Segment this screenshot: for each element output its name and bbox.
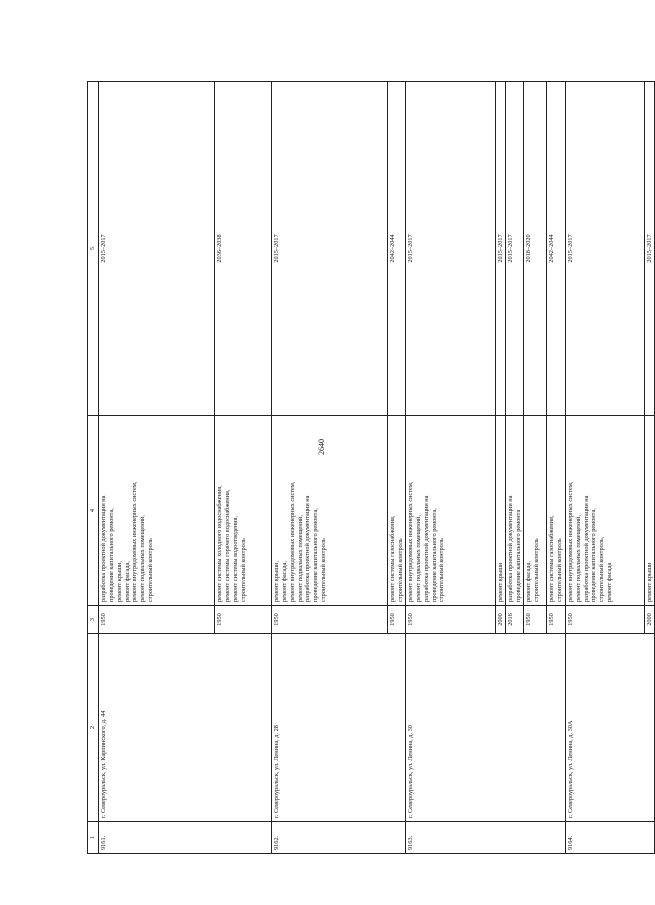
work-item: ремонт крыши, <box>273 560 280 602</box>
row-number-cell: 9161. <box>99 822 272 854</box>
work-item: строительный контроль <box>239 538 247 602</box>
work-item: ремонт внутридомовых инженерных систем, <box>407 481 414 602</box>
work-item: ремонт фасада, <box>280 561 288 602</box>
header-cell: 4 <box>88 416 99 606</box>
header-cell: 5 <box>88 82 99 416</box>
works-cell <box>505 416 523 606</box>
works-cell <box>388 416 406 606</box>
table-row <box>406 82 496 854</box>
year-cell: 1950 <box>546 606 565 634</box>
work-item: разработка проектной документации на <box>582 495 590 602</box>
works-cell <box>496 416 506 606</box>
work-item: ремонт системы газоснабжения, <box>389 515 396 602</box>
year-cell: 2000 <box>496 606 506 634</box>
work-item: разработка проектной документации на <box>506 495 514 602</box>
year-cell: 1950 <box>272 606 388 634</box>
work-item: ремонт подвальных помещений, <box>296 515 304 602</box>
works-cell <box>644 416 654 606</box>
address-cell: г. Североуральск, ул. Ленина, д. 28 <box>272 634 406 822</box>
header-cell: 3 <box>88 606 99 634</box>
rotated-table-container <box>87 82 653 854</box>
work-item: ремонт крыши <box>645 562 653 602</box>
work-item: ремонт внутридомовых инженерных систем, <box>288 481 296 602</box>
work-item: строительный контроль <box>532 538 540 602</box>
period-cell: 2015–2017 <box>496 82 506 416</box>
work-item: ремонт фасада <box>606 562 614 602</box>
work-item: ремонт подвальных помещений, <box>574 515 582 602</box>
period-cell: 2042–2044 <box>388 82 406 416</box>
year-cell: 1950 <box>565 606 644 634</box>
work-item: проведение капитального ремонта <box>514 509 522 602</box>
work-item: строительный контроль <box>320 538 328 602</box>
work-item: ремонт фасада, <box>123 561 131 602</box>
work-item: ремонт внутридомовых инженерных систем, <box>131 481 139 602</box>
header-row <box>88 82 99 854</box>
work-item: разработка проектной документации на <box>100 495 107 602</box>
table-body <box>88 82 655 854</box>
work-item: ремонт крыши <box>497 562 504 602</box>
works-cell <box>546 416 565 606</box>
work-item: ремонт подвальных помещений, <box>414 515 422 602</box>
works-cell <box>99 416 215 606</box>
work-item: строительный контроль <box>555 538 563 602</box>
work-item: разработка проектной документации на <box>422 495 430 602</box>
work-item: ремонт системы водоотведения, <box>231 516 239 602</box>
period-cell: 2042–2044 <box>546 82 565 416</box>
work-item: разработка проектной документации на <box>304 495 312 602</box>
year-cell: 1950 <box>523 606 546 634</box>
row-number-cell: 9162. <box>272 822 406 854</box>
row-number-cell: 9164. <box>565 822 654 854</box>
work-item: строительный контроль, <box>598 536 606 602</box>
year-cell: 1950 <box>99 606 215 634</box>
period-cell: 2036–2038 <box>215 82 272 416</box>
work-item: ремонт системы газоснабжения, <box>547 515 555 602</box>
period-cell: 2015–2017 <box>565 82 644 416</box>
work-item: ремонт системы горячего водоснабжения, <box>223 489 231 602</box>
work-item: проведение капитального ремонта, <box>312 508 320 602</box>
row-number-cell: 9163. <box>406 822 566 854</box>
works-cell <box>215 416 272 606</box>
work-item: строительный контроль <box>396 538 404 602</box>
work-item: ремонт внутридомовых инженерных систем, <box>566 481 574 602</box>
address-cell: г. Североуральск, ул. Ленина, д. 30А <box>565 634 654 822</box>
table-row <box>272 82 388 854</box>
work-item: проведение капитального ремонта, <box>590 508 598 602</box>
work-item: ремонт крыши, <box>115 560 123 602</box>
table-row <box>565 82 644 854</box>
work-item: строительный контроль <box>438 538 446 602</box>
header-cell: 2 <box>88 634 99 822</box>
work-item: проведение капитального ремонта, <box>107 508 115 602</box>
work-item: ремонт системы холодного водоснабжения, <box>216 485 223 602</box>
works-cell <box>523 416 546 606</box>
year-cell: 2016 <box>505 606 523 634</box>
works-cell <box>272 416 388 606</box>
period-cell: 2018–2020 <box>523 82 546 416</box>
page-number: 2640 <box>317 439 326 455</box>
period-cell: 2015–2017 <box>505 82 523 416</box>
work-item: ремонт фасада, <box>524 561 532 602</box>
header-cell: 1 <box>88 822 99 854</box>
work-item: строительный контроль <box>147 538 155 602</box>
work-item: ремонт подвальных помещений, <box>139 515 147 602</box>
period-cell: 2015–2017 <box>644 82 654 416</box>
work-item: проведение капитального ремонта, <box>430 508 438 602</box>
year-cell: 1950 <box>406 606 496 634</box>
table-row <box>99 82 215 854</box>
works-cell <box>406 416 496 606</box>
period-cell: 2015–2017 <box>406 82 496 416</box>
year-cell: 1950 <box>388 606 406 634</box>
address-cell: г. Североуральск, ул. Ленина, д. 30 <box>406 634 566 822</box>
address-cell: г. Североуральск, ул. Карпинского, д. 44 <box>99 634 272 822</box>
year-cell: 1950 <box>215 606 272 634</box>
period-cell: 2015–2017 <box>272 82 388 416</box>
period-cell: 2015–2017 <box>99 82 215 416</box>
year-cell: 2000 <box>644 606 654 634</box>
repair-schedule-table <box>87 81 655 854</box>
works-cell <box>565 416 644 606</box>
